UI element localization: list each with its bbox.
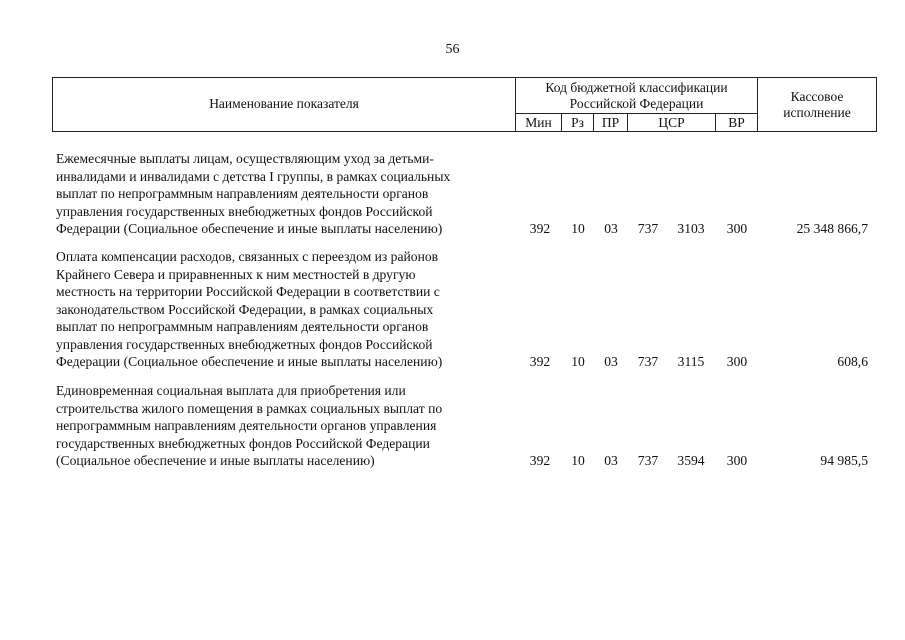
header-amount-line1: Кассовое [790, 89, 844, 104]
row-name-line: Единовременная социальная выплата для приобретения или [56, 383, 406, 398]
row-name-line: выплат по непрограммным направлениям деятельности органов [56, 319, 429, 334]
row-name-line: Федерации (Социальное обеспечение и иные выплаты населению) [56, 221, 443, 236]
row-name [56, 248, 496, 371]
header-csr: ЦСР [658, 115, 685, 130]
cell-rz: 10 [571, 354, 585, 369]
row-name [56, 382, 496, 470]
row-name-line: инвалидами и инвалидами с детства I группы, в рамках социальных [56, 168, 451, 184]
row-name-line: управления государственных внебюджетных фондов Российской [56, 336, 433, 352]
cell-min: 392 [529, 221, 551, 236]
header-name-column: Наименование показателя [209, 96, 359, 111]
row-name-line: местность на территории Российской Федерации в соответствии с [56, 284, 440, 299]
cell-amount: 608,6 [837, 354, 868, 369]
cell-csr-part2: 3115 [677, 354, 705, 369]
cell-csr-part2: 3594 [677, 453, 705, 468]
cell-csr-part2: 3103 [677, 221, 705, 236]
row-name [56, 150, 496, 238]
row-name-line: Ежемесячные выплаты лицам, осуществляющим уход за детьми- [56, 151, 434, 166]
row-name-line: строительства жилого помещения в рамках социальных выплат по [56, 400, 443, 416]
header-vr: ВР [728, 115, 745, 130]
row-name-line: выплат по непрограммным направлениям деятельности органов [56, 186, 429, 201]
cell-csr-part1: 737 [637, 453, 659, 468]
header-pr: ПР [601, 115, 620, 130]
cell-csr-part1: 737 [637, 354, 659, 369]
header-amount-line2: исполнение [783, 105, 851, 120]
header-bottom-border [52, 131, 877, 132]
row-name-line: Оплата компенсации расходов, связанных с переездом из районов [56, 249, 439, 264]
row-name-line: Крайнего Севера и приравненных к ним местностей в другую [56, 266, 416, 282]
page-number: 56 [445, 42, 460, 57]
cell-vr: 300 [726, 221, 748, 236]
cell-csr-part1: 737 [637, 221, 659, 236]
cell-rz: 10 [571, 453, 585, 468]
cell-amount: 94 985,5 [820, 453, 868, 468]
cell-min: 392 [529, 453, 551, 468]
row-name-line: (Социальное обеспечение и иные выплаты населению) [56, 453, 375, 468]
row-name-line: Федерации (Социальное обеспечение и иные выплаты населению) [56, 354, 443, 369]
row-name-line: законодательством Российской Федерации, в рамках социальных [56, 301, 434, 317]
cell-pr: 03 [604, 453, 618, 468]
cell-min: 392 [529, 354, 551, 369]
header-min: Мин [525, 115, 552, 130]
header-top-border [52, 77, 877, 78]
code-subheader-divider [515, 113, 757, 114]
header-rz: Рз [571, 115, 584, 130]
cell-vr: 300 [726, 354, 748, 369]
header-code-group-line1: Код бюджетной классификации [545, 80, 728, 95]
cell-pr: 03 [604, 221, 618, 236]
row-name-line: непрограммным направлениям деятельности органов управления [56, 418, 437, 433]
cell-amount: 25 348 866,7 [796, 221, 868, 236]
row-name-line: управления государственных внебюджетных фондов Российской [56, 203, 433, 219]
cell-pr: 03 [604, 354, 618, 369]
cell-vr: 300 [726, 453, 748, 468]
header-right-border [876, 77, 877, 132]
row-name-line: государственных внебюджетных фондов Российской Федерации [56, 435, 430, 451]
cell-rz: 10 [571, 221, 585, 236]
header-code-group-line2: Российской Федерации [569, 96, 704, 111]
